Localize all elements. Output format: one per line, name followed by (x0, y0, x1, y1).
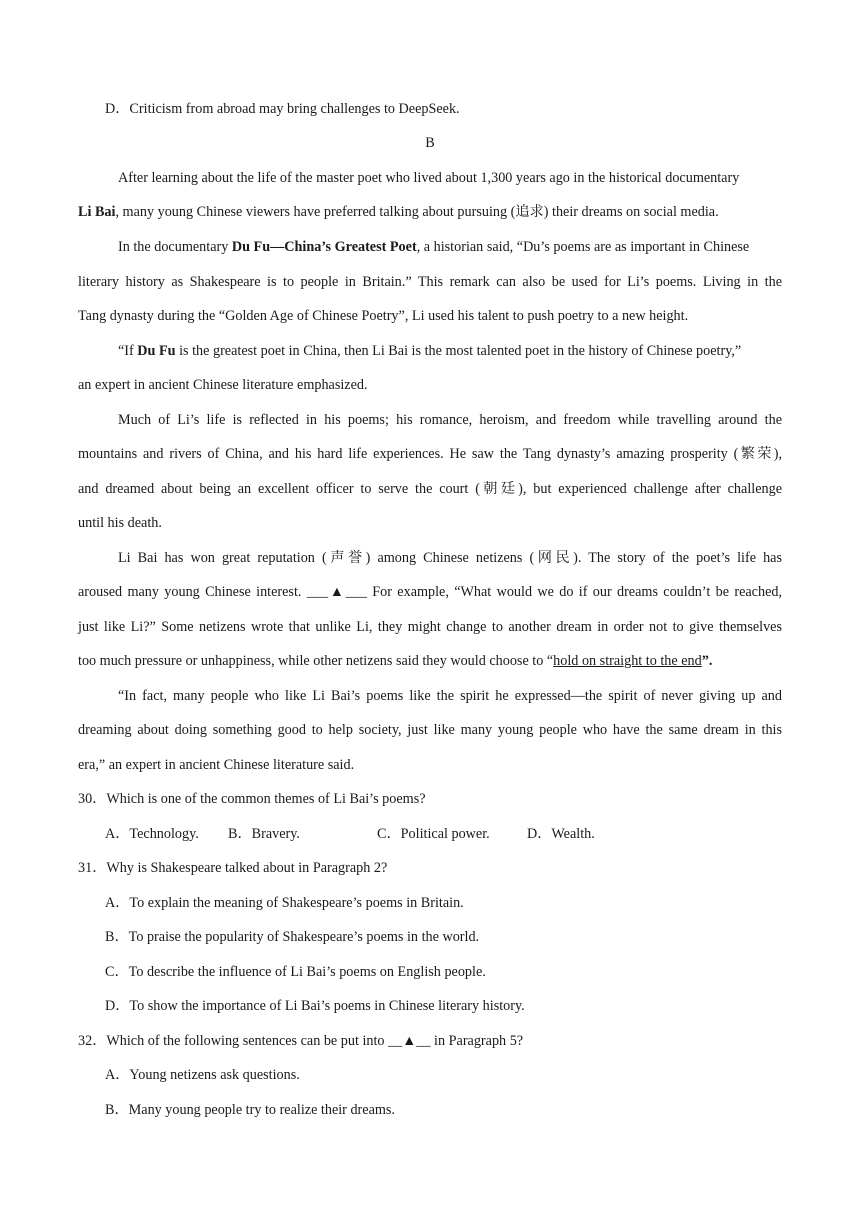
question-option: A．To explain the meaning of Shakespeare’s poems in Britain. (105, 895, 464, 911)
answer-blank: ___▲___ (306, 584, 367, 600)
passage-line: and dreamed about being an excellent officer to serve the court (朝廷), but experienced challenge after challenge (78, 481, 782, 497)
question-option: A．Technology. (105, 826, 199, 842)
question-stem: 32．Which of the following sentences can be put into __▲__ in Paragraph 5? (78, 1033, 524, 1049)
prev-option-d: D．Criticism from abroad may bring challenges to DeepSeek. (105, 101, 460, 117)
question-option: B．Many young people try to realize their dreams. (105, 1102, 395, 1118)
passage-line: “If Du Fu is the greatest poet in China, then Li Bai is the most talented poet in the history of Chinese poetry,” (118, 343, 742, 359)
passage-line: Tang dynasty during the “Golden Age of Chinese Poetry”, Li used his talent to push poetry to a new height. (78, 308, 689, 324)
passage-line: Li Bai, many young Chinese viewers have preferred talking about pursuing (追求) their dreams on social media. (78, 204, 719, 220)
passage-line: mountains and rivers of China, and his hard life experiences. He saw the Tang dynasty’s amazing prosperity (繁荣), (78, 446, 782, 462)
question-option: A．Young netizens ask questions. (105, 1067, 300, 1083)
answer-blank: __▲__ (388, 1033, 431, 1049)
question-option: D．To show the importance of Li Bai’s poems in Chinese literary history. (105, 998, 525, 1014)
passage-line: too much pressure or unhappiness, while other netizens said they would choose to “hold on straight to the end”. (78, 653, 713, 669)
question-stem: 31．Why is Shakespeare talked about in Paragraph 2? (78, 860, 388, 876)
passage-line: dreaming about doing something good to help society, just like many young people who have the same dream in this (78, 722, 782, 738)
passage-line: Li Bai has won great reputation (声誉) among Chinese netizens (网民). The story of the poet’s life has (118, 550, 782, 566)
question-stem: 30．Which is one of the common themes of Li Bai’s poems? (78, 791, 426, 807)
passage-line: “In fact, many people who like Li Bai’s poems like the spirit he expressed—the spirit of never giving up and (118, 688, 782, 704)
passage-line: literary history as Shakespeare is to people in Britain.” This remark can also be used for Li’s poems. Living in the (78, 274, 782, 290)
underlined-phrase: hold on straight to the end (553, 653, 702, 669)
passage-line: just like Li?” Some netizens wrote that unlike Li, they might change to another dream in order not to give themselves (78, 619, 782, 635)
passage-line: aroused many young Chinese interest. ___▲___ For example, “What would we do if our dreams couldn’t be reached, (78, 584, 783, 600)
passage-line: In the documentary Du Fu—China’s Greatest Poet, a historian said, “Du’s poems are as important in Chinese (118, 239, 750, 255)
documentary-title: Li Bai (78, 204, 116, 220)
question-option: C．To describe the influence of Li Bai’s poems on English people. (105, 964, 486, 980)
passage-line: era,” an expert in ancient Chinese literature said. (78, 757, 355, 773)
question-option: B．To praise the popularity of Shakespeare’s poems in the world. (105, 929, 480, 945)
passage-line: After learning about the life of the master poet who lived about 1,300 years ago in the historical documentary (118, 170, 740, 186)
question-option: D．Wealth. (527, 826, 595, 842)
poet-name: Du Fu (137, 343, 176, 359)
documentary-title: Du Fu—China’s Greatest Poet (231, 239, 417, 255)
passage-line: Much of Li’s life is reflected in his poems; his romance, heroism, and freedom while travelling around the (118, 412, 782, 428)
passage-line: until his death. (78, 515, 162, 531)
passage-line: an expert in ancient Chinese literature emphasized. (78, 377, 368, 393)
question-option: C．Political power. (377, 826, 490, 842)
passage-label: B (425, 135, 435, 151)
question-option: B．Bravery. (228, 826, 300, 842)
